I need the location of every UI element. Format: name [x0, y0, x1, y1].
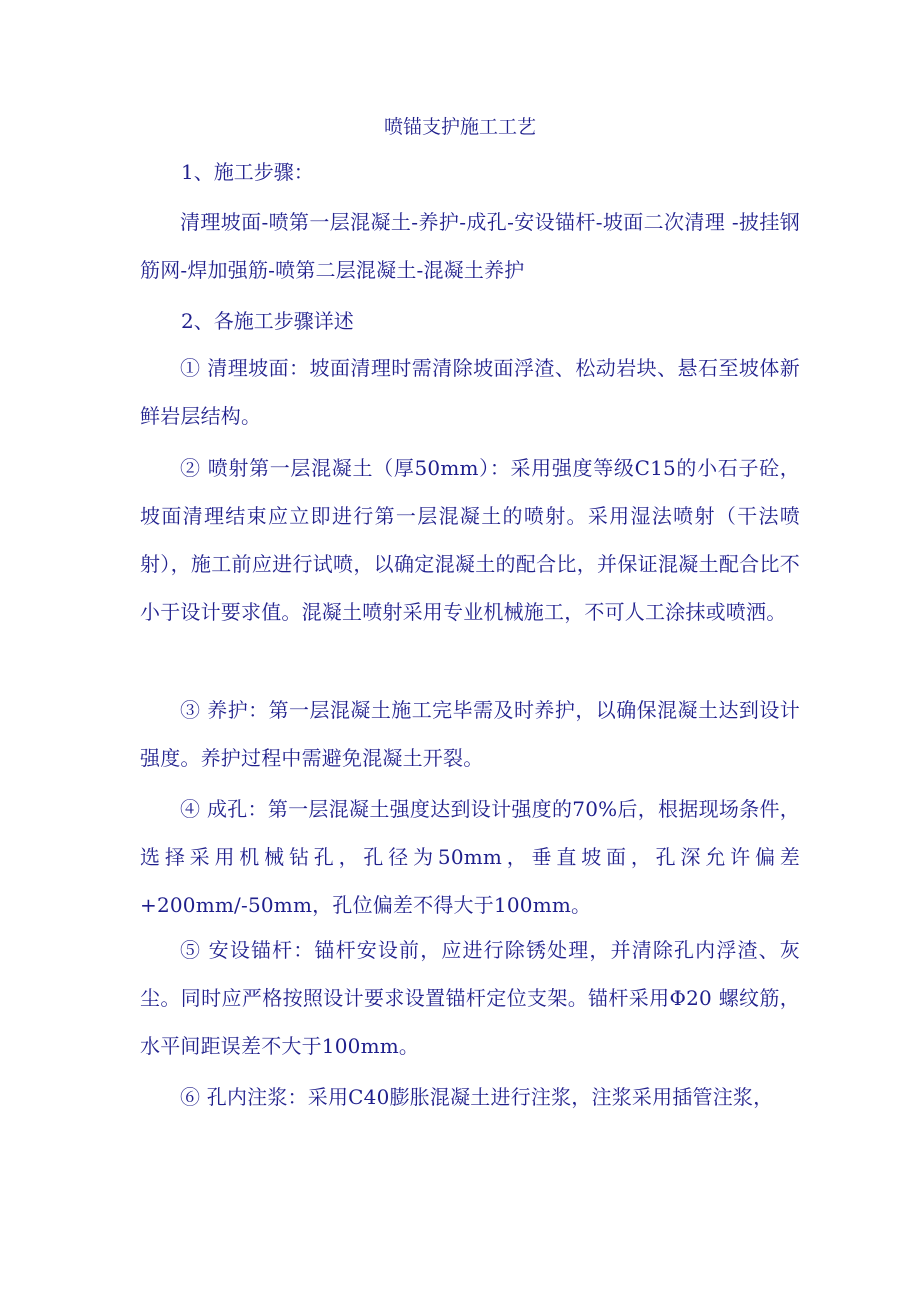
step-item-curing: ③ 养护：第一层混凝土施工完毕需及时养护，以确保混凝土达到设计强度。养护过程中需避免混凝土开裂。: [140, 698, 800, 770]
step-item-drilling: ④ 成孔：第一层混凝土强度达到设计强度的70%后，根据现场条件，选择采用机械钻孔，孔径为50mm，垂直坡面，孔深允许偏差+200mm/-50mm，孔位偏差不得大于100mm。: [140, 797, 800, 917]
section-heading-details: 2、各施工步骤详述: [181, 309, 354, 333]
step-item-grouting: ⑥ 孔内注浆：采用C40膨胀混凝土进行注浆，注浆采用插管注浆，: [180, 1085, 774, 1109]
section-heading-steps: 1、施工步骤：: [181, 160, 314, 184]
step-item-install-anchor: ⑤ 安设锚杆：锚杆安设前，应进行除锈处理，并清除孔内浮渣、灰尘。同时应严格按照设计要求设置锚杆定位支架。锚杆采用Φ20 螺纹筋，水平间距误差不大于100mm。: [140, 938, 800, 1058]
steps-paragraph: 清理坡面-喷第一层混凝土-养护-成孔-安设锚杆-坡面二次清理 -披挂钢筋网-焊加强筋-喷第二层混凝土-混凝土养护: [140, 210, 800, 282]
step-item-clean-slope: ① 清理坡面：坡面清理时需清除坡面浮渣、松动岩块、悬石至坡体新鲜岩层结构。: [140, 356, 800, 428]
document-title: 喷锚支护施工工艺: [383, 116, 536, 138]
step-item-spray-first-layer: ② 喷射第一层混凝土（厚50mm）：采用强度等级C15的小石子砼，坡面清理结束应立即进行第一层混凝土的喷射。采用湿法喷射（干法喷射），施工前应进行试喷，以确定混凝土的配合比，并保证混凝土配合比不小于设计要求值。混凝土喷射采用专业机械施工，不可人工涂抹或喷洒。: [140, 456, 800, 624]
